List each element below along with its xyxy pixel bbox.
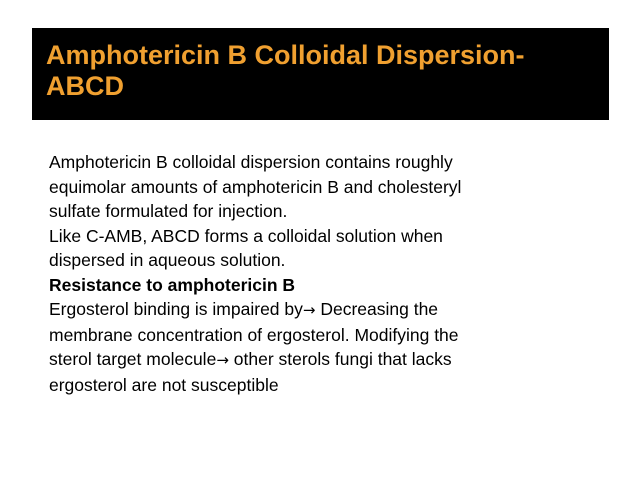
right-arrow-icon: → xyxy=(216,351,229,369)
body-line-5: dispersed in aqueous solution. xyxy=(49,250,286,270)
resistance-line-3 xyxy=(49,347,589,373)
slide-title xyxy=(46,40,596,102)
resistance-line-4: ergosterol are not susceptible xyxy=(49,374,279,395)
right-arrow-icon: → xyxy=(302,301,316,319)
body-line-3: sulfate formulated for injection. xyxy=(49,201,288,221)
body-line-2: equimolar amounts of amphotericin B and cholesteryl xyxy=(49,176,462,197)
resistance-line-2: membrane concentration of ergosterol. Modifying the xyxy=(49,324,459,345)
title-bar xyxy=(32,28,609,120)
title-line-2: ABCD xyxy=(46,71,124,101)
resistance-line-1-a: Ergosterol binding is impaired by xyxy=(49,299,303,319)
resistance-line-3-b: other sterols fungi that lacks xyxy=(228,349,452,369)
resistance-heading: Resistance to amphotericin B xyxy=(49,274,296,295)
resistance-line-1 xyxy=(49,297,589,323)
body-line-1: Amphotericin B colloidal dispersion contains roughly xyxy=(49,152,453,172)
title-line-1: Amphotericin B Colloidal Dispersion- xyxy=(46,40,525,70)
resistance-line-1-b: Decreasing the xyxy=(315,299,439,319)
body-line-4: Like C-AMB, ABCD forms a colloidal solution when xyxy=(49,225,443,246)
slide-body xyxy=(49,150,589,397)
resistance-line-3-a: sterol target molecule xyxy=(49,349,217,369)
